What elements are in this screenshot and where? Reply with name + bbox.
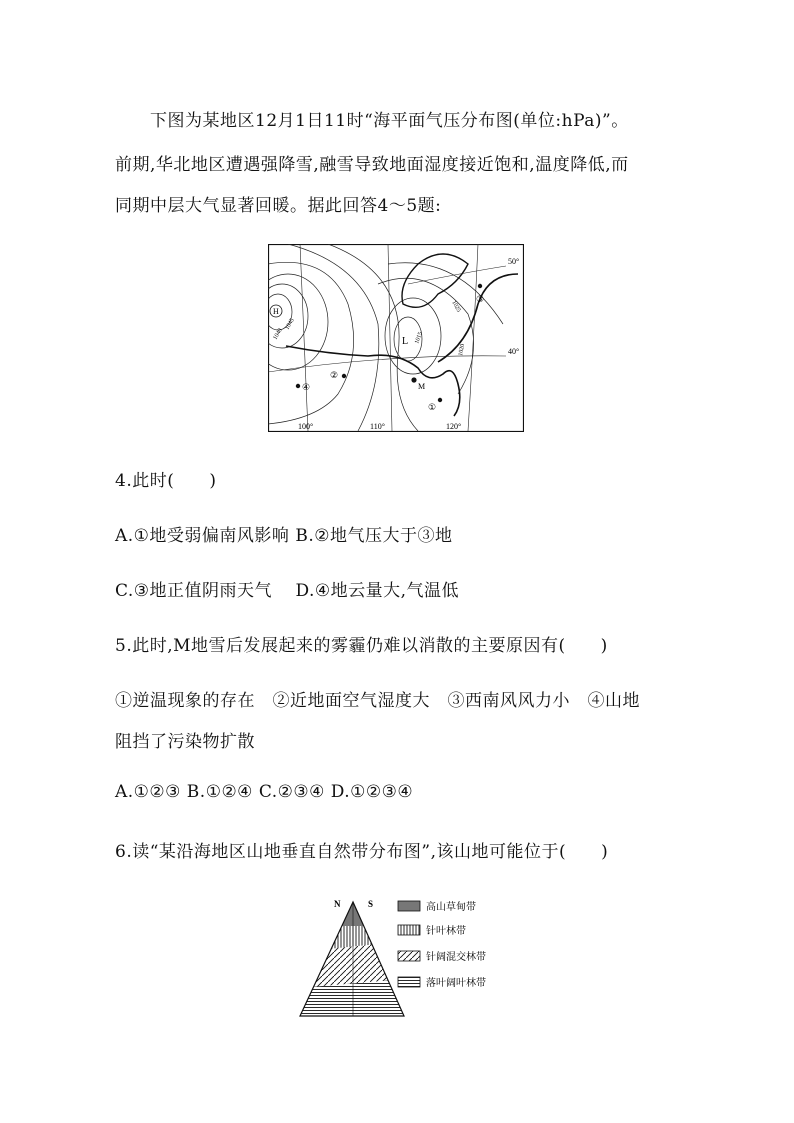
lon-120-label: 120° xyxy=(446,422,462,431)
station-2-dot xyxy=(342,374,346,378)
q5-statements-2: 阻挡了污染物扩散 xyxy=(115,732,255,752)
isobar-1045-label: 1045 xyxy=(284,317,296,331)
q4-stem: 4.此时( ) xyxy=(115,471,217,491)
station-1-dot xyxy=(438,398,442,402)
legend-deciduous-swatch xyxy=(398,977,420,987)
sea-level-pressure-map xyxy=(268,244,524,432)
intro-line-1: 下图为某地区12月1日11时“海平面气压分布图(单位:hPa)”。 xyxy=(150,111,629,131)
q5-statements-1: ①逆温现象的存在 ②近地面空气湿度大 ③西南风风力小 ④山地 xyxy=(115,691,640,711)
q5-stem: 5.此时,M地雪后发展起来的雾霾仍难以消散的主要原因有( ) xyxy=(115,636,608,656)
isobar-1020-label: 1020 xyxy=(458,343,467,357)
station-3-label: ③ xyxy=(476,295,485,305)
intro-line-3: 同期中层大气显著回暖。据此回答4～5题: xyxy=(115,196,442,216)
intro-line-2: 前期,华北地区遭遇强降雪,融雪导致地面湿度接近饱和,温度降低,而 xyxy=(115,155,629,175)
isobar-1040-label: 1040 xyxy=(272,327,284,341)
station-3-dot xyxy=(478,284,482,288)
legend-mixed-label: 针阔混交林带 xyxy=(426,952,486,963)
legend-alpine-label: 高山草甸带 xyxy=(426,902,476,913)
m-label: M xyxy=(418,382,426,391)
legend-alpine-swatch xyxy=(398,901,420,911)
legend-coniferous-label: 针叶林带 xyxy=(426,926,466,937)
q4-options-cd: C.③地正值阴雨天气 D.④地云量大,气温低 xyxy=(115,581,460,601)
high-label: H xyxy=(273,307,279,316)
isobar-1025-label: 1025 xyxy=(450,300,462,314)
station-2-label: ② xyxy=(330,371,339,381)
legend-mixed-swatch xyxy=(398,951,420,961)
legend-deciduous-label: 落叶阔叶林带 xyxy=(426,978,486,989)
lat-50-label: 50° xyxy=(508,257,520,266)
north-label: N xyxy=(334,899,341,909)
south-label: S xyxy=(368,899,374,909)
deciduous-band xyxy=(298,988,418,1018)
station-1-label: ① xyxy=(428,403,437,413)
low-label: L xyxy=(402,336,409,347)
station-4-dot xyxy=(296,384,300,388)
q6-stem: 6.读“某沿海地区山地垂直自然带分布图”,该山地可能位于( ) xyxy=(115,842,609,862)
q5-answers: A.①②③ B.①②④ C.②③④ D.①②③④ xyxy=(115,782,414,802)
q4-options-ab: A.①地受弱偏南风影响 B.②地气压大于③地 xyxy=(115,526,453,546)
station-4-label: ④ xyxy=(302,383,311,393)
vertical-zone-diagram xyxy=(298,892,508,1022)
lon-110-label: 110° xyxy=(370,422,385,431)
legend-coniferous-swatch xyxy=(398,925,420,935)
isobar-1015-label: 1015 xyxy=(414,331,424,345)
lat-40-label: 40° xyxy=(508,347,520,356)
lon-100-label: 100° xyxy=(298,422,314,431)
station-m-dot xyxy=(411,377,416,382)
